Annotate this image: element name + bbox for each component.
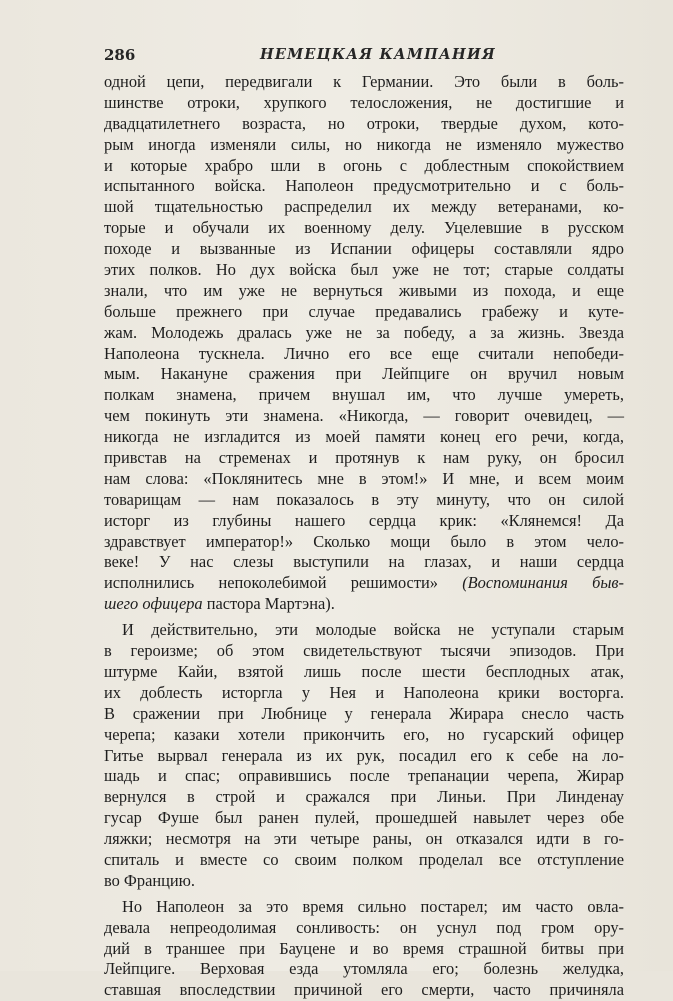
text-line: рым иногда изменяли силы, но никогда не изменяло мужество	[104, 134, 624, 154]
text-line: Наполеона тускнела. Лично его все еще считали непобеди-	[104, 343, 624, 363]
text-line: штурме Кайи, взятой лишь после шести бесплодных атак,	[104, 661, 624, 681]
text-line: этих полков. Но дух войска был уже не тот; старые солдаты	[104, 260, 624, 280]
body-text	[104, 72, 624, 1001]
text-line: вернулся в строй и сражался при Линьи. При Линденау	[104, 787, 624, 807]
text-line: девала непреодолимая сонливость: он уснул под гром ору-	[104, 917, 624, 937]
text-line: шадь и спас; оправившись после трепанации черепа, Жирар	[104, 766, 624, 786]
page-number: 286	[104, 46, 136, 64]
text-line-with-citation	[104, 573, 624, 594]
text-line: Лейпциге. Верховая езда утомляла его; болезнь желудка,	[104, 959, 624, 979]
text-line: И действительно, эти молодые войска не уступали старым	[122, 620, 624, 640]
text-line: двадцатилетнего возраста, но отроки, твердые духом, кото-	[104, 113, 624, 133]
text-line: исторг из глубины нашего сердца крик: «Клянемся! Да	[104, 510, 624, 530]
text-line: во Францию.	[104, 870, 195, 890]
text-line: походе и вызванные из Испании офицеры составляли ядро	[104, 239, 624, 259]
text-line: Гитье вырвал генерала из их рук, посадил его к себе на ло-	[104, 745, 624, 765]
text-line: дий в траншее при Бауцене и во время страшной битвы при	[104, 938, 624, 958]
text-line: нам слова: «Поклянитесь мне в этом!» И мне, и всем моим	[104, 468, 624, 488]
text-line: жам. Молодежь дралась уже не за победу, а за жизнь. Звезда	[104, 322, 624, 342]
citation-author: пастора Мартэна).	[202, 594, 335, 614]
text-line: шинстве отроки, хрупкого телосложения, не достигшие и	[104, 92, 624, 112]
text-line: больше прежнего при случае предавались грабежу и куте-	[104, 301, 624, 321]
text-line: ляжки; несмотря на эти четыре раны, он отказался идти в го-	[104, 829, 624, 849]
text-line: ставшая впоследствии причиной его смерти, часто причиняла	[104, 980, 624, 1000]
paragraph-3	[104, 897, 624, 1001]
text-line: знали, что им уже не вернуться живыми из похода, и еще	[104, 280, 624, 300]
text-line: привстав на стременах и протянув к нам руку, он бросил	[104, 448, 624, 468]
text-line: веке! У нас слезы выступили на глазах, и наши сердца	[104, 552, 624, 572]
text-line: их доблесть исторгла у Нея и Наполеона крики восторга.	[104, 682, 624, 702]
page-header	[104, 46, 624, 66]
text-line: Но Наполеон за это время сильно постарел; им часто овла-	[122, 896, 624, 916]
text-line: никогда не изгладится из моей памяти конец его речи, когда,	[104, 427, 624, 447]
citation-italic-tail: шего офицера	[104, 594, 203, 614]
text-line: и которые храбро шли в огонь с доблестным спокойствием	[104, 155, 624, 175]
paragraph-1	[104, 72, 624, 615]
text-line: торые и обучали их военному делу. Уцелевшие в русском	[104, 218, 624, 238]
text-line: испытанного войска. Наполеон предусмотрительно и с боль-	[104, 176, 624, 196]
text-line: в героизме; об этом свидетельствуют тысячи эпизодов. При	[104, 641, 624, 661]
citation-line	[104, 594, 624, 615]
text-line: чем покинуть эти знамена. «Никогда, — говорит очевидец, —	[104, 406, 624, 426]
text-line: В сражении при Любнице у генерала Жирара снесло часть	[104, 703, 624, 723]
text-line: товарищам — нам показалось в эту минуту, что он силой	[104, 489, 624, 509]
running-head: НЕМЕЦКАЯ КАМПАНИЯ	[260, 46, 496, 63]
text-line: спиталь и вместе со своим полком проделал все отступление	[104, 849, 624, 869]
paragraph-2	[104, 620, 624, 892]
citation-italic-lead: (Воспоминания быв-	[462, 573, 624, 593]
quote-end: исполнились непоколебимой решимости»	[104, 573, 438, 593]
text-line: шой тщательностью распределил их между ветеранами, ко-	[104, 197, 624, 217]
text-line: гусар Фуше был ранен пулей, прошедшей навылет через обе	[104, 808, 624, 828]
text-line: полкам знамена, причем внушал им, что лучше умереть,	[104, 385, 624, 405]
text-line: черепа; казаки хотели прикончить его, но гусарский офицер	[104, 724, 624, 744]
text-line: здравствует император!» Сколько мощи было в этом чело-	[104, 531, 624, 551]
text-line: мым. Накануне сражения при Лейпциге он вручил новым	[104, 364, 624, 384]
text-line: одной цепи, передвигали к Германии. Это были в боль-	[104, 72, 624, 91]
